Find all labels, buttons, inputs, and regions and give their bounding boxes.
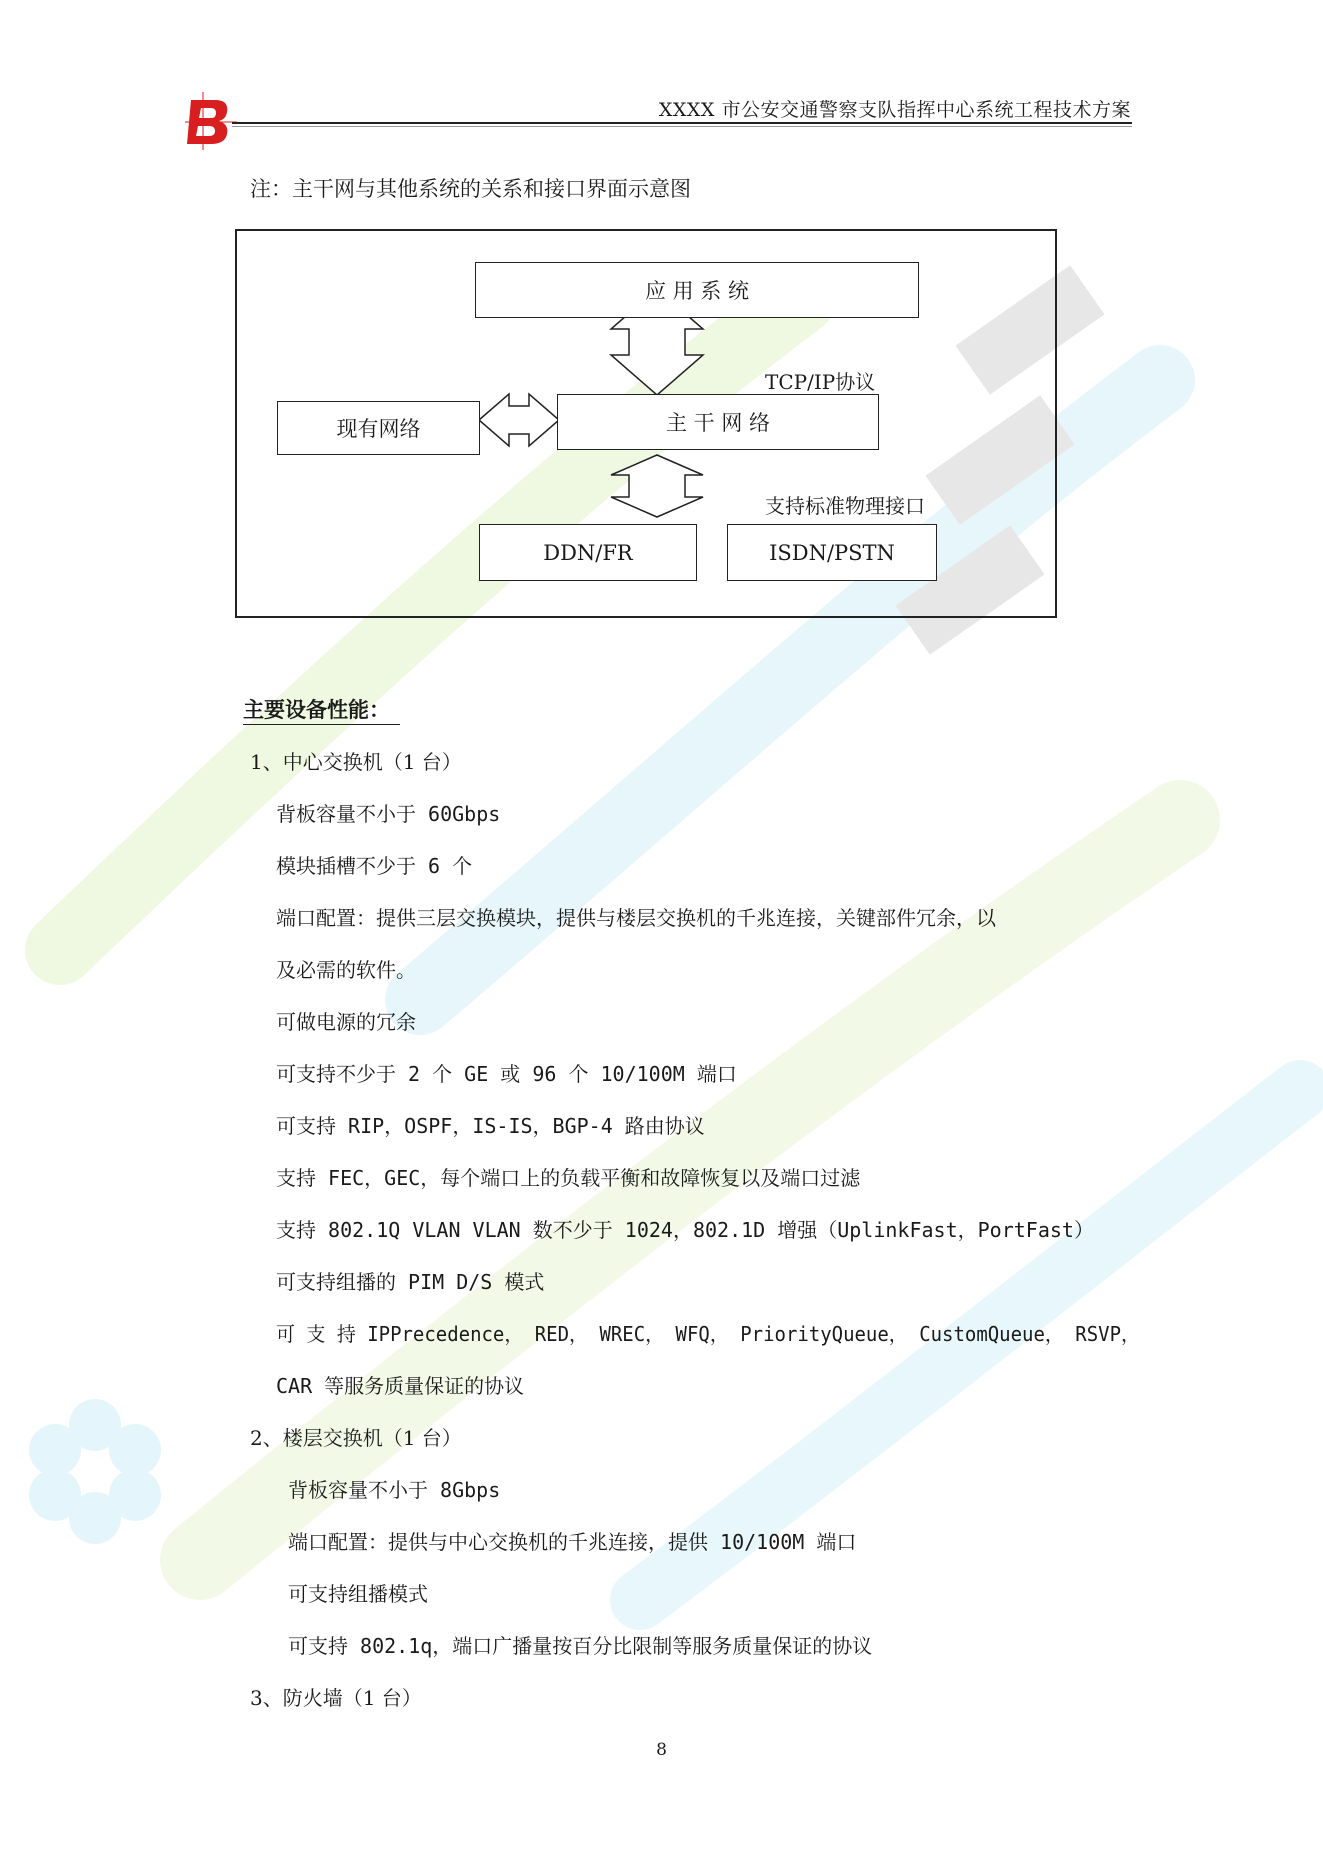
backbone-network-label: 主 干 网 络 [665,411,771,435]
header-rule-thin [232,126,1132,127]
list-item: 可做电源的冗余 [276,1010,416,1034]
tcp-ip-protocol-label: TCP/IP协议 [765,370,876,394]
list-heading-firewall: 3、防火墙（1 台） [250,1686,422,1710]
page-number: 8 [656,1740,667,1760]
list-item: 可支持组播的 PIM D/S 模式 [276,1270,545,1294]
existing-network-label: 现有网络 [336,417,421,441]
list-item: CAR 等服务质量保证的协议 [276,1374,525,1398]
list-item: 端口配置：提供三层交换模块，提供与楼层交换机的千兆连接，关键部件冗余，以 [276,906,996,930]
arrow-existing-backbone [479,394,559,446]
list-item: 可支持不少于 2 个 GE 或 96 个 10/100M 端口 [276,1062,737,1086]
list-heading-core-switch: 1、中心交换机（1 台） [250,750,462,774]
ddn-fr-box [479,524,697,581]
isdn-pstn-box [727,524,937,581]
company-logo [185,92,237,150]
isdn-pstn-label: ISDN/PSTN [769,540,895,565]
list-item: 支持 802.1Q VLAN VLAN 数不少于 1024，802.1D 增强（UplinkFast，PortFast） [276,1218,1094,1242]
existing-network-box [277,401,480,455]
watermark-flower [29,1399,161,1544]
list-item: 背板容量不小于 8Gbps [288,1478,501,1502]
header-rule [232,122,1132,124]
list-item: 端口配置：提供与中心交换机的千兆连接，提供 10/100M 端口 [288,1530,857,1554]
list-item: 及必需的软件。 [276,958,416,982]
list-item: 支持 FEC，GEC，每个端口上的负载平衡和故障恢复以及端口过滤 [276,1166,861,1190]
list-item: 可支持组播模式 [288,1582,428,1606]
header-title: XXXX 市公安交通警察支队指挥中心系统工程技术方案 [658,99,1131,121]
network-diagram [235,229,1057,618]
section-title: 主要设备性能： [243,694,400,725]
physical-interface-label: 支持标准物理接口 [765,494,925,518]
backbone-network-box [557,394,879,450]
list-item: 可 支 持 IPPrecedence， RED， WREC， WFQ， PriorityQueue， CustomQueue， RSVP， [276,1322,1140,1346]
figure-note: 注：主干网与其他系统的关系和接口界面示意图 [250,177,691,201]
list-item: 背板容量不小于 60Gbps [276,802,501,826]
application-system-box [475,262,919,318]
list-heading-floor-switch: 2、楼层交换机（1 台） [250,1426,462,1450]
list-item: 可支持 802.1q，端口广播量按百分比限制等服务质量保证的协议 [288,1634,873,1658]
list-item: 模块插槽不少于 6 个 [276,854,473,878]
arrow-backbone-interfaces [611,455,703,517]
application-system-label: 应 用 系 统 [644,279,750,303]
ddn-fr-label: DDN/FR [543,540,633,565]
list-item: 可支持 RIP，OSPF，IS-IS，BGP-4 路由协议 [276,1114,705,1138]
